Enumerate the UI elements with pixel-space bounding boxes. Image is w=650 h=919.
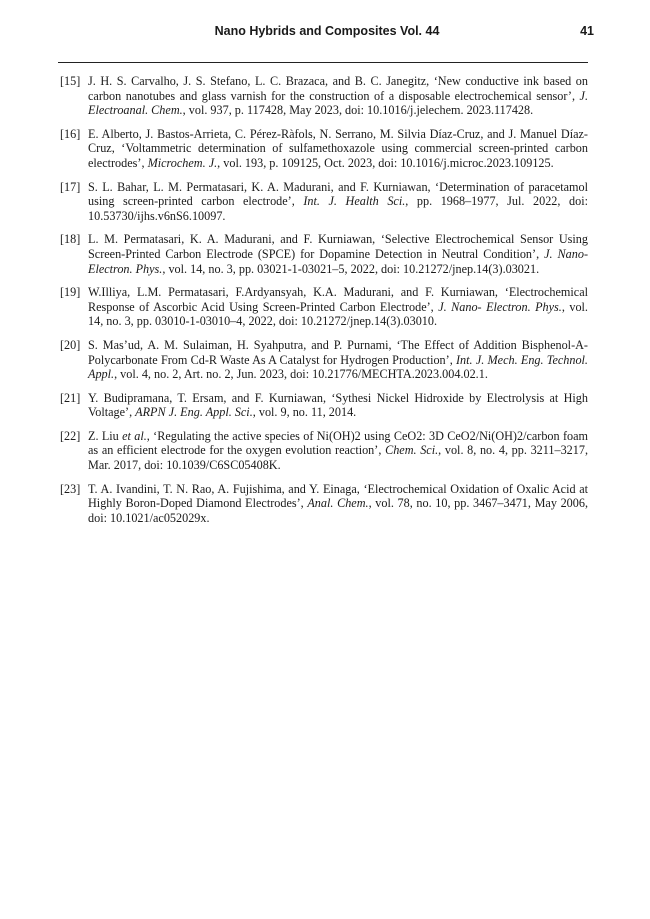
reference-italic-segment: Chem. Sci.	[385, 443, 439, 458]
page-number: 41	[580, 24, 594, 38]
reference-text	[88, 74, 588, 118]
reference-italic-segment: J. Nano- Electron. Phys.	[438, 299, 562, 314]
reference-italic-segment: ARPN J. Eng. Appl. Sci.	[135, 405, 253, 420]
reference-italic-segment: et al.	[122, 428, 147, 443]
reference-segment: , vol. 8, no. 4, pp. 3211–3217, Mar. 2017, doi: 10.1039/C6SC05408K.	[88, 443, 589, 473]
reference-number: [16]	[60, 126, 81, 141]
reference-item	[60, 429, 588, 473]
reference-item	[60, 180, 588, 224]
reference-segment: Y. Budipramana, T. Ersam, and F. Kurniawan, ‘Sythesi Nickel Hidroxide by Electrolysis at High Voltage’,	[88, 390, 588, 420]
reference-segment: , vol. 14, no. 3, pp. 03021-1-03021–5, 2022, doi: 10.21272/jnep.14(3).03021.	[162, 261, 540, 276]
reference-item	[60, 285, 588, 329]
reference-text	[88, 180, 588, 224]
reference-segment: , ‘Regulating the active species of Ni(OH)2 using CeO2: 3D CeO2/Ni(OH)2/carbon foam as an efficient electrode for the oxygen evolution reaction’,	[88, 428, 588, 458]
journal-title: Nano Hybrids and Composites Vol. 44	[214, 24, 440, 38]
reference-segment: , pp. 1968–1977, Jul. 2022, doi: 10.53730/ijhs.v6nS6.10097.	[88, 194, 588, 223]
reference-text	[88, 338, 588, 382]
reference-segment: , vol. 78, no. 10, pp. 3467–3471, May 2006, doi: 10.1021/ac052029x.	[88, 496, 588, 525]
reference-italic-segment: Microchem. J.	[147, 155, 218, 170]
reference-segment: , vol. 4, no. 2, Art. no. 2, Jun. 2023, doi: 10.21776/MECHTA.2023.004.02.1.	[114, 367, 488, 382]
reference-italic-segment: J. Nano- Electron. Phys.	[88, 246, 588, 276]
reference-number: [23]	[60, 481, 81, 496]
reference-text	[88, 482, 588, 526]
reference-number: [19]	[60, 285, 81, 300]
reference-item	[60, 338, 588, 382]
reference-segment: J. H. S. Carvalho, J. S. Stefano, L. C. Brazaca, and B. C. Janegitz, ‘New conductive ink based on carbon nanotubes and glass varnish for the construction of a disposable electrochemical sensor’,	[88, 74, 588, 103]
reference-segment: T. A. Ivandini, T. N. Rao, A. Fujishima, and Y. Einaga, ‘Electrochemical Oxidation of Oxalic Acid at Highly Boron-Doped Diamond Electrodes’,	[88, 481, 588, 511]
reference-item	[60, 391, 588, 420]
reference-list	[60, 74, 588, 534]
reference-italic-segment: Anal. Chem.	[307, 496, 369, 511]
reference-segment: , vol. 193, p. 109125, Oct. 2023, doi: 10.1016/j.microc.2023.109125.	[217, 155, 554, 170]
reference-text	[88, 232, 588, 276]
reference-segment: , vol. 9, no. 11, 2014.	[252, 405, 357, 420]
reference-segment: Z. Liu	[88, 428, 123, 443]
reference-text	[88, 429, 588, 473]
reference-number: [15]	[60, 74, 81, 88]
reference-item	[60, 482, 588, 526]
reference-italic-segment: Int. J. Health Sci.	[303, 194, 406, 209]
reference-segment: , vol. 937, p. 117428, May 2023, doi: 10.1016/j.jelechem. 2023.117428.	[182, 103, 534, 118]
reference-text	[88, 285, 588, 329]
reference-text	[88, 127, 588, 171]
reference-text	[88, 391, 588, 420]
reference-item	[60, 74, 588, 118]
reference-italic-segment: J. Electroanal. Chem.	[88, 88, 588, 118]
reference-number: [22]	[60, 428, 81, 443]
reference-number: [18]	[60, 232, 81, 247]
reference-segment: S. Mas’ud, A. M. Sulaiman, H. Syahputra, and P. Purnami, ‘The Effect of Addition Bisphenol-A-Polycarbonate From Cd-R Waste As A Catalyst for Hydrogen Production’,	[88, 337, 588, 367]
reference-number: [17]	[60, 179, 81, 194]
header-rule	[58, 62, 588, 63]
reference-number: [20]	[60, 337, 81, 352]
reference-segment: E. Alberto, J. Bastos-Arrieta, C. Pérez-Ràfols, N. Serrano, M. Silvia Díaz-Cruz, and J. Manuel Díaz-Cruz, ‘Voltammetric determination of sulfamethoxazole using commercial screen-printed carbon electrodes’,	[88, 126, 588, 170]
reference-italic-segment: Int. J. Mech. Eng. Technol. Appl.	[88, 352, 588, 382]
reference-segment: S. L. Bahar, L. M. Permatasari, K. A. Madurani, and F. Kurniawan, ‘Determination of paracetamol using screen-printed carbon electrode’,	[88, 179, 588, 209]
reference-item	[60, 232, 588, 276]
reference-number: [21]	[60, 390, 81, 405]
reference-segment: , vol. 14, no. 3, pp. 03010-1-03010–4, 2022, doi: 10.21272/jnep.14(3).03010.	[88, 299, 588, 329]
reference-item	[60, 127, 588, 171]
reference-segment: W.Illiya, L.M. Permatasari, F.Ardyansyah, K.A. Madurani, and F. Kurniawan, ‘Electrochemical Response of Ascorbic Acid Using Screen-Printed Carbon Electrode’,	[88, 285, 588, 314]
page-header	[60, 24, 594, 42]
reference-segment: L. M. Permatasari, K. A. Madurani, and F. Kurniawan, ‘Selective Electrochemical Sensor Using Screen-Printed Carbon Electrode (SPCE) for Dopamine Detection in Neutral Condition’,	[88, 232, 588, 261]
